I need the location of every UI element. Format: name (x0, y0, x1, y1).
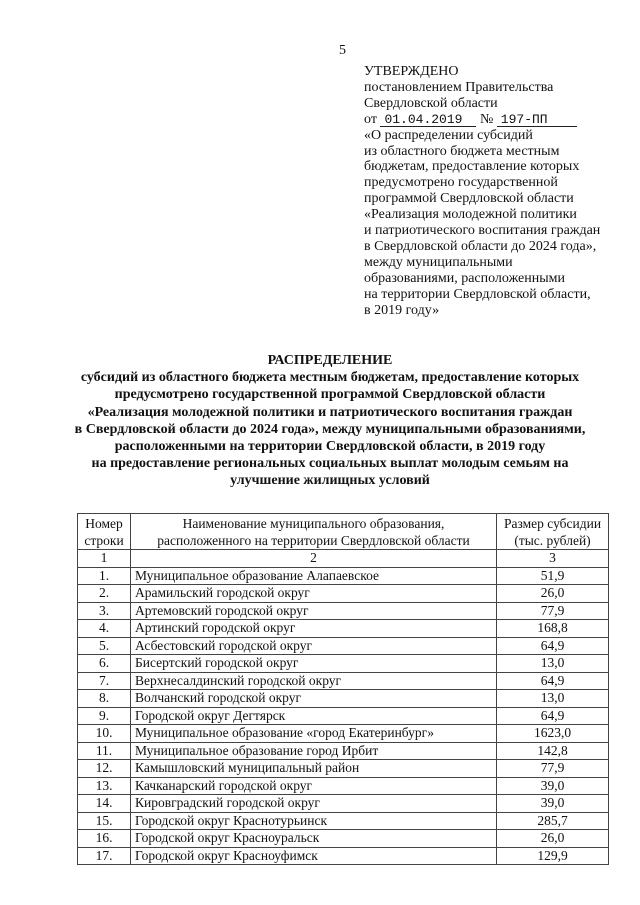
table-row (78, 760, 609, 778)
row-municipality: Кировградский городской округ (131, 795, 497, 813)
row-number: 10. (78, 725, 131, 743)
row-municipality: Волчанский городской округ (131, 690, 497, 708)
row-amount: 13,0 (497, 690, 609, 708)
table-row (78, 672, 609, 690)
row-number: 8. (78, 690, 131, 708)
distribution-table (77, 513, 609, 865)
row-amount: 64,9 (497, 672, 609, 690)
approval-line: между муниципальными (364, 254, 513, 270)
table-row (78, 742, 609, 760)
table-row (78, 602, 609, 620)
row-number: 2. (78, 585, 131, 603)
heading-line: расположенными на территории Свердловской области, в 2019 году (114, 439, 546, 455)
page-number: 5 (339, 43, 346, 58)
row-amount: 129,9 (497, 847, 609, 865)
header-text: Наименование муниципального образования, (182, 515, 445, 531)
row-amount: 39,0 (497, 777, 609, 795)
table-row (78, 725, 609, 743)
approval-line: образованиями, расположенными (364, 270, 566, 286)
table-row (78, 655, 609, 673)
approval-number: 197-ПП (497, 113, 577, 127)
row-municipality: Верхнесалдинский городской округ (131, 672, 497, 690)
row-municipality: Городской округ Красноуфимск (131, 847, 497, 865)
row-amount: 77,9 (497, 760, 609, 778)
row-amount: 13,0 (497, 655, 609, 673)
approval-line: «Реализация молодежной политики (364, 207, 577, 223)
row-amount: 64,9 (497, 637, 609, 655)
header-text: Номер (85, 515, 123, 531)
table-row (78, 690, 609, 708)
table-row (78, 830, 609, 848)
header-text: расположенного на территории Свердловской области (157, 532, 470, 548)
row-number: 6. (78, 655, 131, 673)
row-amount: 26,0 (497, 830, 609, 848)
row-amount: 1623,0 (497, 725, 609, 743)
row-number: 12. (78, 760, 131, 778)
table-row (78, 637, 609, 655)
row-number: 9. (78, 707, 131, 725)
row-municipality: Городской округ Дегтярск (131, 707, 497, 725)
approval-block (364, 64, 624, 319)
row-amount: 51,9 (497, 567, 609, 585)
number-prefix: № (479, 111, 494, 127)
row-municipality: Муниципальное образование Алапаевское (131, 567, 497, 585)
row-municipality: Муниципальное образование город Ирбит (131, 742, 497, 760)
row-number: 17. (78, 847, 131, 865)
column-number: 3 (497, 550, 609, 568)
approval-date: 01.04.2019 (380, 113, 476, 127)
header-text: строки (84, 532, 124, 548)
table-row (78, 777, 609, 795)
approval-line: бюджетам, предоставление которых (364, 159, 580, 175)
approval-line: «О распределении субсидий (364, 127, 533, 143)
heading-line: в Свердловской области до 2024 года», между муниципальными образованиями, (74, 421, 586, 437)
document-heading (60, 352, 600, 490)
row-number: 13. (78, 777, 131, 795)
row-municipality: Муниципальное образование «город Екатеринбург» (131, 725, 497, 743)
row-number: 5. (78, 637, 131, 655)
row-municipality: Качканарский городской округ (131, 777, 497, 795)
approval-line: предусмотрено государственной (364, 175, 558, 191)
row-amount: 77,9 (497, 602, 609, 620)
approval-line: в Свердловской области до 2024 года», (364, 238, 597, 254)
approval-line: постановлением Правительства (364, 79, 554, 95)
row-amount: 64,9 (497, 707, 609, 725)
header-text: Размер субсидии (503, 515, 602, 531)
table-row (78, 795, 609, 813)
header-amount (497, 514, 609, 550)
header-municipality (131, 514, 497, 550)
row-amount: 142,8 (497, 742, 609, 760)
heading-line: «Реализация молодежной политики и патриотического воспитания граждан (87, 404, 573, 420)
heading-title: РАСПРЕДЕЛЕНИЕ (267, 353, 393, 368)
heading-line: предусмотрено государственной программой Свердловской области (114, 387, 546, 403)
approval-title: УТВЕРЖДЕНО (364, 64, 459, 79)
row-municipality: Бисертский городской округ (131, 655, 497, 673)
approval-line: и патриотического воспитания граждан (364, 223, 601, 239)
approval-line: программой Свердловской области (364, 191, 574, 207)
row-number: 11. (78, 742, 131, 760)
row-number: 14. (78, 795, 131, 813)
row-number: 15. (78, 812, 131, 830)
column-number-row (78, 550, 609, 568)
row-number: 3. (78, 602, 131, 620)
row-municipality: Артемовский городской округ (131, 602, 497, 620)
approval-line: в 2019 году» (364, 302, 440, 318)
row-municipality: Арамильский городской округ (131, 585, 497, 603)
row-amount: 285,7 (497, 812, 609, 830)
table-row (78, 707, 609, 725)
row-amount: 39,0 (497, 795, 609, 813)
heading-line: улучшение жилищных условий (230, 473, 430, 489)
table-header-row (78, 514, 609, 550)
approval-date-line (364, 112, 624, 128)
row-amount: 168,8 (497, 620, 609, 638)
row-municipality: Городской округ Краснотурьинск (131, 812, 497, 830)
row-number: 4. (78, 620, 131, 638)
heading-line: на предоставление региональных социальных выплат молодым семьям на (91, 456, 569, 472)
approval-line: на территории Свердловской области, (364, 286, 591, 302)
header-row-number (78, 514, 131, 550)
row-number: 16. (78, 830, 131, 848)
table-row (78, 812, 609, 830)
row-municipality: Городской округ Красноуральск (131, 830, 497, 848)
table-row (78, 847, 609, 865)
row-municipality: Асбестовский городской округ (131, 637, 497, 655)
table-row (78, 585, 609, 603)
approval-line: из областного бюджета местным (364, 143, 560, 159)
column-number: 1 (78, 550, 131, 568)
heading-line: субсидий из областного бюджета местным бюджетам, предоставление которых (80, 370, 580, 386)
row-municipality: Камышловский муниципальный район (131, 760, 497, 778)
date-prefix: от (364, 111, 377, 127)
row-amount: 26,0 (497, 585, 609, 603)
table-row (78, 567, 609, 585)
row-number: 7. (78, 672, 131, 690)
header-text: (тыс. рублей) (514, 532, 591, 548)
column-number: 2 (131, 550, 497, 568)
row-number: 1. (78, 567, 131, 585)
row-municipality: Артинский городской округ (131, 620, 497, 638)
table-row (78, 620, 609, 638)
approval-line: Свердловской области (364, 95, 498, 111)
